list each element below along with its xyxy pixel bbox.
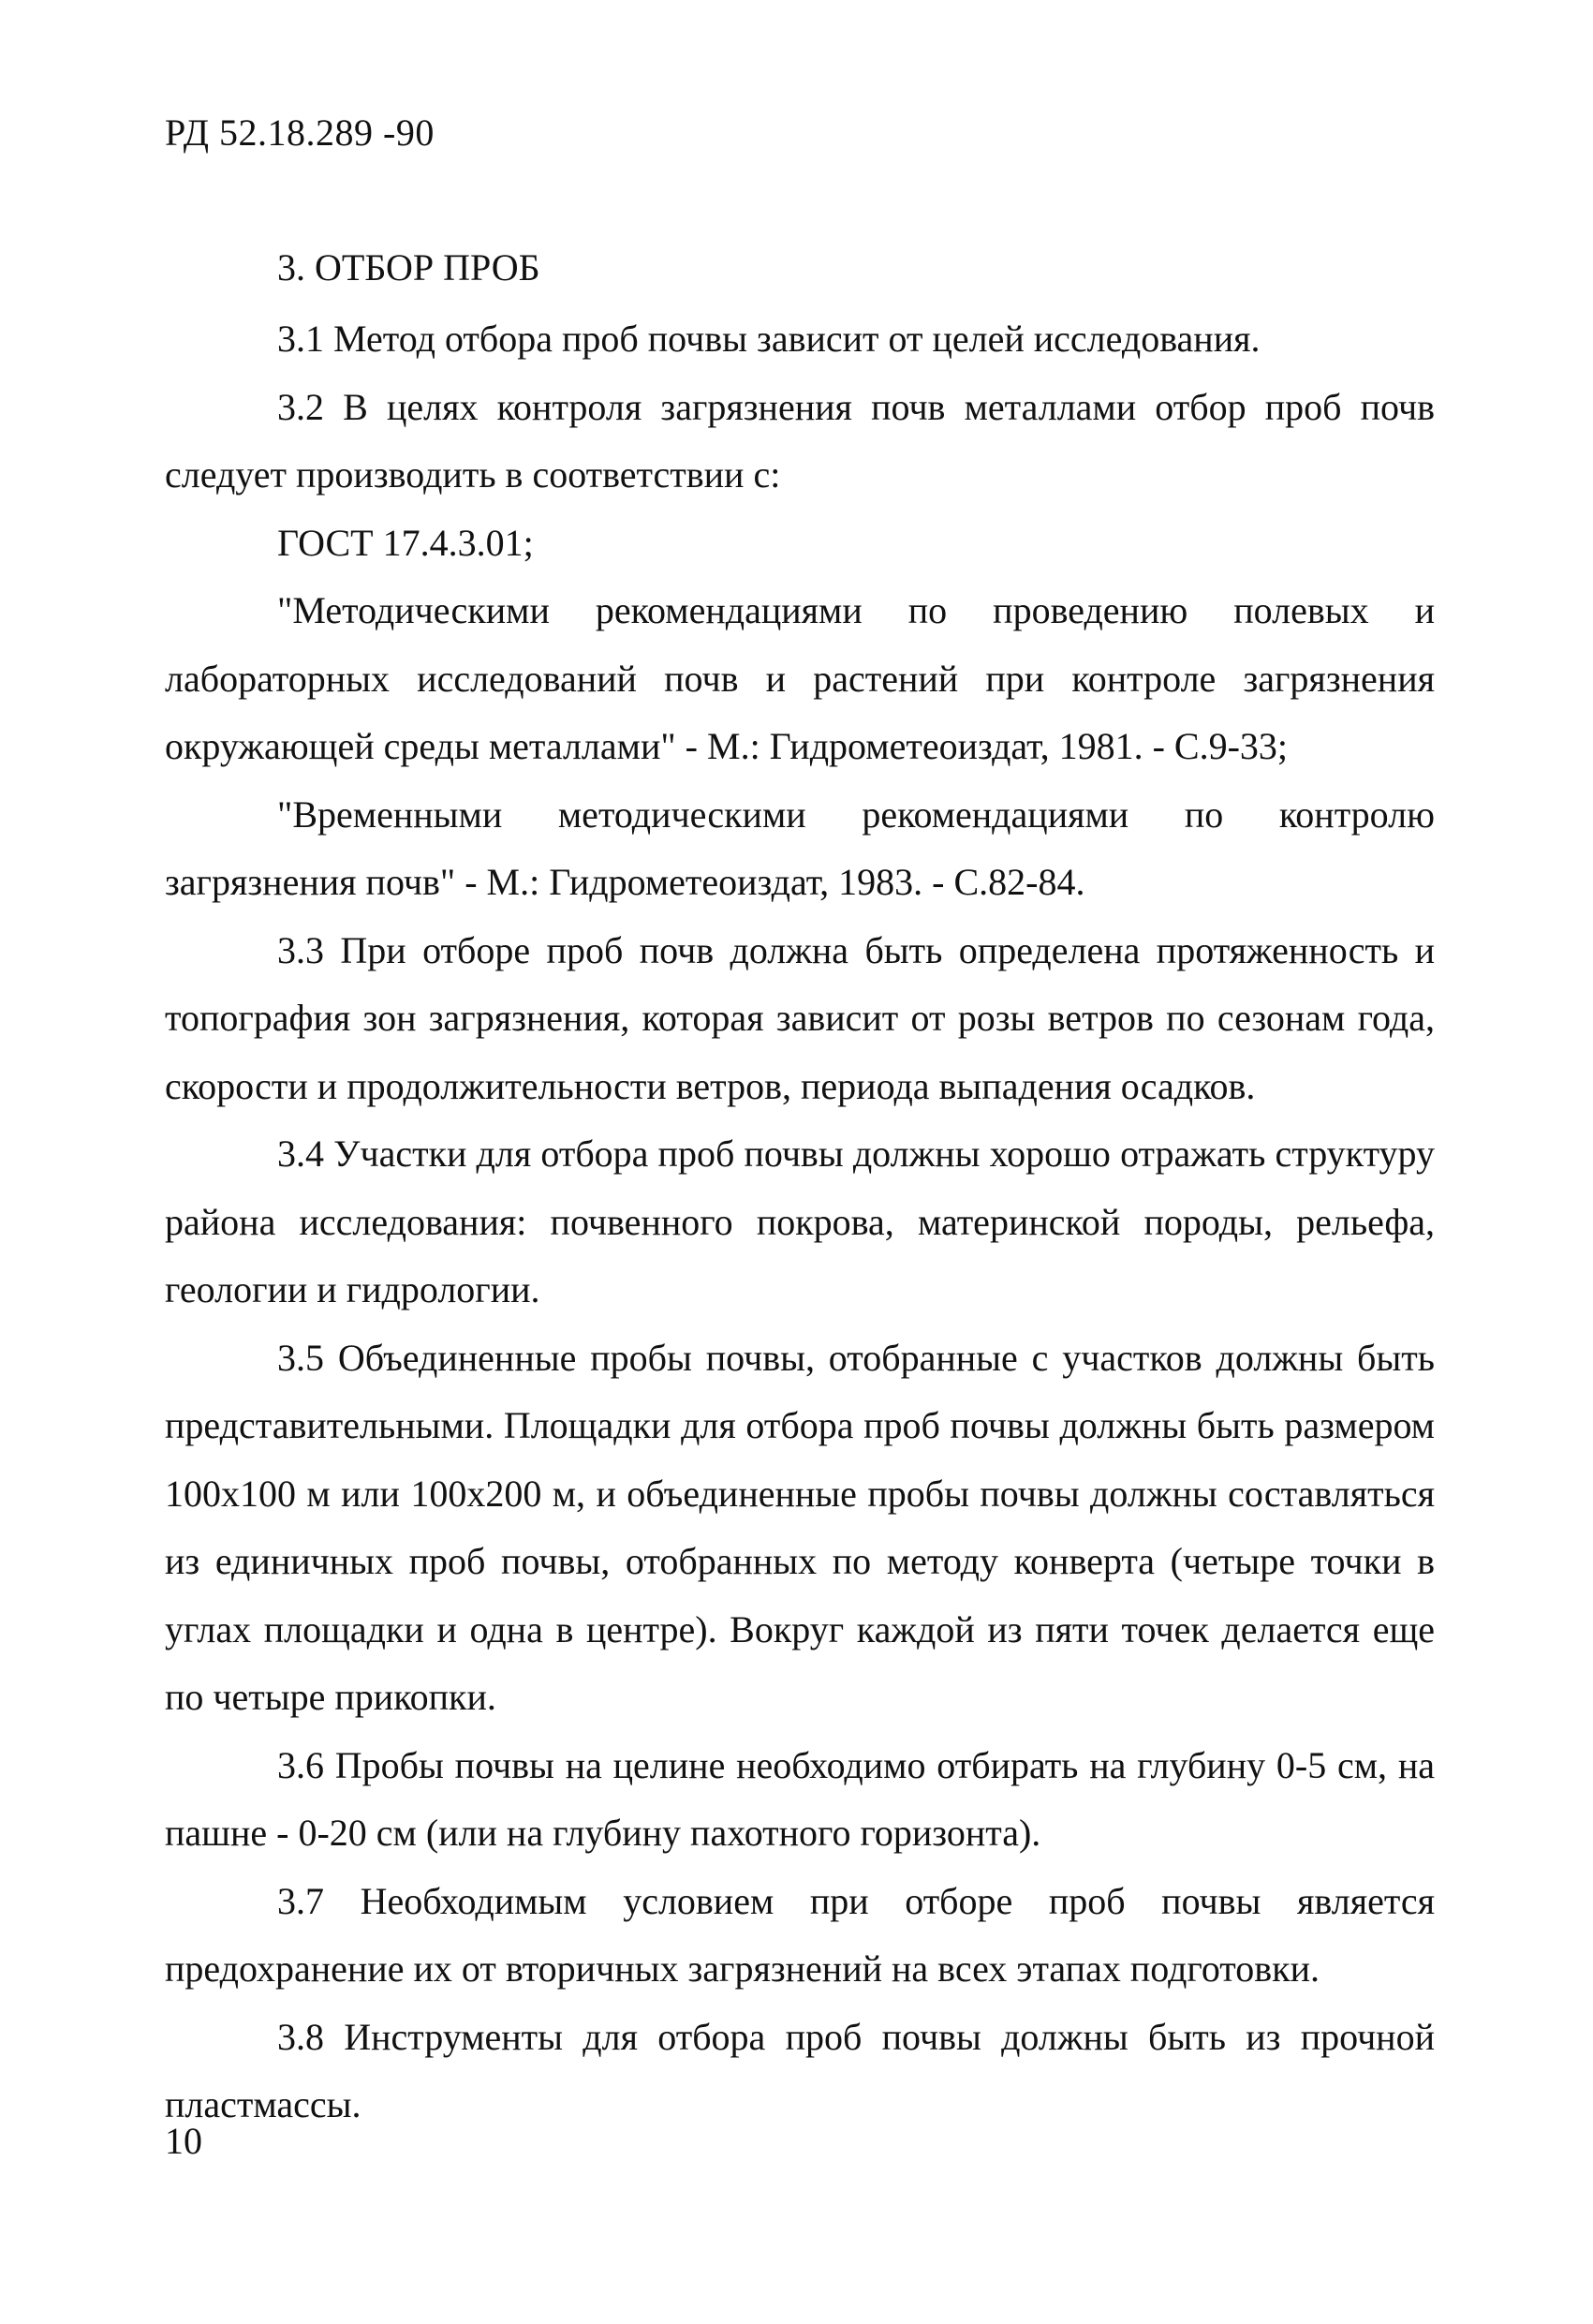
page-number: 10 [165,2120,202,2162]
paragraph-3-5: 3.5 Объединенные пробы почвы, отобранные с участков должны быть представительными. Площадки для отбора проб почвы должны быть размером 100х100 м или 100х200 м, и объединенные пробы почвы должны составляться из единичных проб почвы, отобранных по методу конверта (четыре точки в углах площадки и одна в центре). Вокруг каждой из пяти точек делается еще по четыре прикопки. [165,1336,1435,1718]
document-body [165,305,1435,2139]
reference-gost: ГОСТ 17.4.3.01; [277,521,534,564]
reference-temporary-recommendations: "Временными методическими рекомендациями по контролю загрязнения почв" - М.: Гидрометеоиздат, 1983. - С.82-84. [165,792,1435,903]
paragraph-3-3: 3.3 При отборе проб почв должна быть определена протяженность и топография зон загрязнения, которая зависит от розы ветров по сезонам года, скорости и продолжительности ветров, периода выпадения осадков. [165,928,1435,1107]
paragraph-3-6: 3.6 Пробы почвы на целине необходимо отбирать на глубину 0-5 см, на пашне - 0-20 см (или на глубину пахотного горизонта). [165,1743,1435,1854]
paragraph-3-2: 3.2 В целях контроля загрязнения почв металлами отбор проб почв следует производить в соответствии с: [165,385,1435,496]
paragraph-3-8: 3.8 Инструменты для отбора проб почвы должны быть из прочной пластмассы. [165,2015,1435,2125]
document-code-header: РД 52.18.289 -90 [165,111,435,154]
reference-methodical-recommendations: "Методическими рекомендациями по проведению полевых и лабораторных исследований почв и растений при контроле загрязнения окружающей среды металлами" - М.: Гидрометеоиздат, 1981. - С.9-33; [165,589,1435,767]
section-title: 3. ОТБОР ПРОБ [277,246,540,289]
paragraph-3-1: 3.1 Метод отбора проб почвы зависит от целей исследования. [277,318,1261,360]
paragraph-3-4: 3.4 Участки для отбора проб почвы должны хорошо отражать структуру района исследования: почвенного покрова, материнской породы, рельефа, геологии и гидрологии. [165,1132,1435,1310]
paragraph-3-7: 3.7 Необходимым условием при отборе проб почвы является предохранение их от вторичных загрязнений на всех этапах подготовки. [165,1879,1435,1990]
